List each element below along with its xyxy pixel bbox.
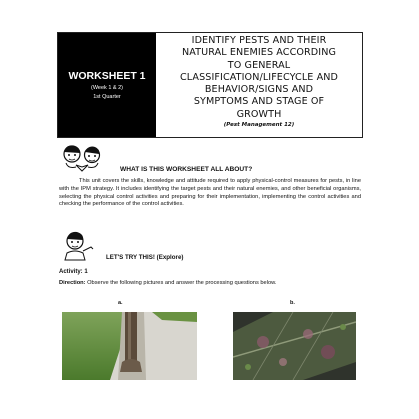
picture-label-a: a. <box>118 300 123 306</box>
title-line: CLASSIFICATION/LIFECYCLE AND <box>179 71 339 83</box>
picture-label-b: b. <box>290 300 295 306</box>
title-line: IDENTIFY PESTS AND THEIR <box>191 35 327 46</box>
worksheet-weeks: (Week 1 & 2) <box>91 85 123 91</box>
worksheet-number: WORKSHEET 1 <box>68 70 146 82</box>
tree-lawn-photo <box>62 312 197 380</box>
title-line: NATURAL ENEMIES ACCORDING <box>181 47 337 59</box>
title-line: SYMPTOMS AND STAGE OF <box>193 96 325 108</box>
direction-body: Observe the following pictures and answer the processing questions below. <box>85 280 277 286</box>
direction-label: Direction: <box>59 280 86 286</box>
title-line: GROWTH <box>236 108 282 120</box>
title-line: BEHAVIOR/SIGNS AND <box>204 84 314 96</box>
about-paragraph: This unit covers the skills, knowledge and attitude required to apply physical-control measures for pests, in line with the IPM strategy. It includes identifying the target pests and their natural enemies, and other beneficial organisms, selecting the physical control activities and preparing for their implementation, implementing the control activities and checking the performance of the control activities. <box>59 178 361 208</box>
worksheet-title-area <box>156 33 362 137</box>
about-heading: WHAT IS THIS WORKSHEET ALL ABOUT? <box>120 166 253 173</box>
damaged-leaf-photo <box>233 312 356 380</box>
worksheet-quarter: 1st Quarter <box>93 94 121 100</box>
explore-heading: LET'S TRY THIS! (Explore) <box>106 254 184 261</box>
subject-subtitle: (Pest Management 12) <box>223 122 295 129</box>
kids-reading-illustration <box>58 143 110 175</box>
title-line: TO GENERAL <box>227 59 291 71</box>
worksheet-header <box>57 32 363 138</box>
direction-text <box>59 280 359 288</box>
kid-thinking-illustration <box>59 229 99 261</box>
worksheet-label-block <box>58 33 156 137</box>
activity-label: Activity: 1 <box>59 269 88 275</box>
